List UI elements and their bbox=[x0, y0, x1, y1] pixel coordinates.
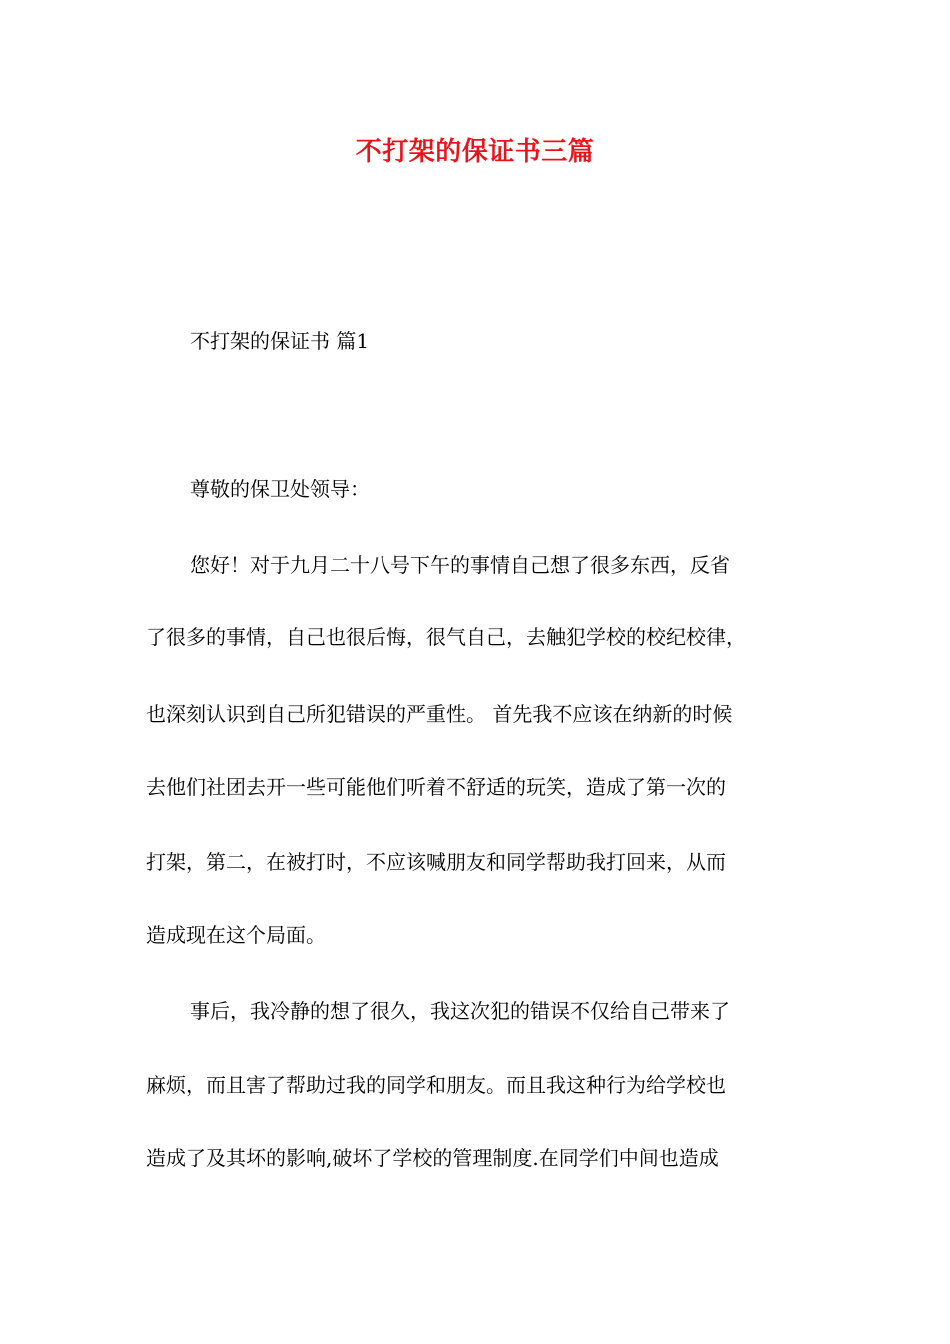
paragraph-line: 麻烦，而且害了帮助过我的同学和朋友。而且我这种行为给学校也 bbox=[146, 1073, 726, 1097]
paragraph-line: 造成现在这个局面。 bbox=[146, 923, 326, 947]
salutation: 尊敬的保卫处领导： bbox=[190, 477, 370, 501]
paragraph-line: 打架，第二，在被打时，不应该喊朋友和同学帮助我打回来，从而 bbox=[146, 850, 726, 874]
section-heading: 不打架的保证书 篇1 bbox=[190, 329, 370, 353]
paragraph-line: 了很多的事情，自己也很后悔，很气自己，去触犯学校的校纪校律， bbox=[146, 625, 746, 649]
page-title: 不打架的保证书三篇 bbox=[355, 137, 595, 167]
paragraph-line: 去他们社团去开一些可能他们听着不舒适的玩笑，造成了第一次的 bbox=[146, 775, 726, 799]
paragraph-line: 造成了及其坏的影响,破坏了学校的管理制度.在同学们中间也造成 bbox=[146, 1146, 719, 1170]
paragraph-line: 也深刻认识到自己所犯错误的严重性。 首先我不应该在纳新的时候 bbox=[146, 702, 733, 726]
paragraph-line: 事后，我冷静的想了很久，我这次犯的错误不仅给自己带来了 bbox=[190, 999, 730, 1023]
paragraph-line: 您好！对于九月二十八号下午的事情自己想了很多东西，反省 bbox=[190, 553, 730, 577]
